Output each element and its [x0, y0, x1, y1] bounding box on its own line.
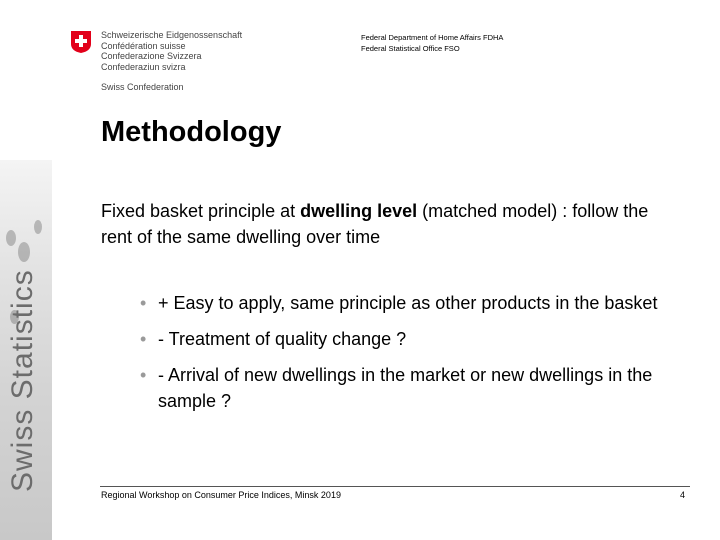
confederation-line: Confederaziun svizra: [101, 61, 186, 72]
slide-title: Methodology: [101, 116, 282, 148]
confederation-line: Confederazione Svizzera: [101, 51, 202, 61]
intro-text-end: (matched model) : follow the rent of the same dwelling over time: [101, 201, 649, 247]
footer-divider: [100, 486, 690, 487]
swiss-cross-flag-icon: [70, 30, 92, 54]
department-info: [361, 32, 503, 54]
page-number: 4: [680, 490, 686, 500]
bullet-item: [140, 326, 700, 352]
bullet-icon: •: [140, 329, 147, 349]
bullet-item: [140, 362, 700, 414]
photo-figure: [18, 242, 30, 262]
intro-text: Fixed basket principle at: [101, 201, 301, 221]
sidebar-brand-text: Swiss Statistics: [6, 269, 39, 492]
intro-emphasis: dwelling level: [300, 201, 418, 221]
confederation-line: Schweizerische Eidgenossenschaft: [101, 30, 243, 40]
photo-figure: [6, 230, 16, 246]
office-line: Federal Statistical Office FSO: [361, 44, 460, 53]
confederation-english: Swiss Confederation: [101, 82, 184, 92]
bullet-icon: •: [140, 365, 147, 385]
bullet-text: + Easy to apply, same principle as other products in the basket: [158, 293, 658, 313]
bullet-icon: •: [140, 293, 147, 313]
photo-figure: [34, 220, 42, 234]
bullet-item: [140, 290, 700, 316]
intro-paragraph: [101, 198, 681, 250]
confederation-names: [101, 30, 242, 72]
department-line: Federal Department of Home Affairs FDHA: [361, 33, 504, 42]
bullet-text: - Arrival of new dwellings in the market or new dwellings in the sample ?: [158, 365, 653, 411]
bullet-list: [140, 290, 700, 424]
footer-event-text: Regional Workshop on Consumer Price Indices, Minsk 2019: [101, 490, 341, 500]
bullet-text: - Treatment of quality change ?: [158, 329, 407, 349]
confederation-line: Confédération suisse: [101, 40, 186, 51]
